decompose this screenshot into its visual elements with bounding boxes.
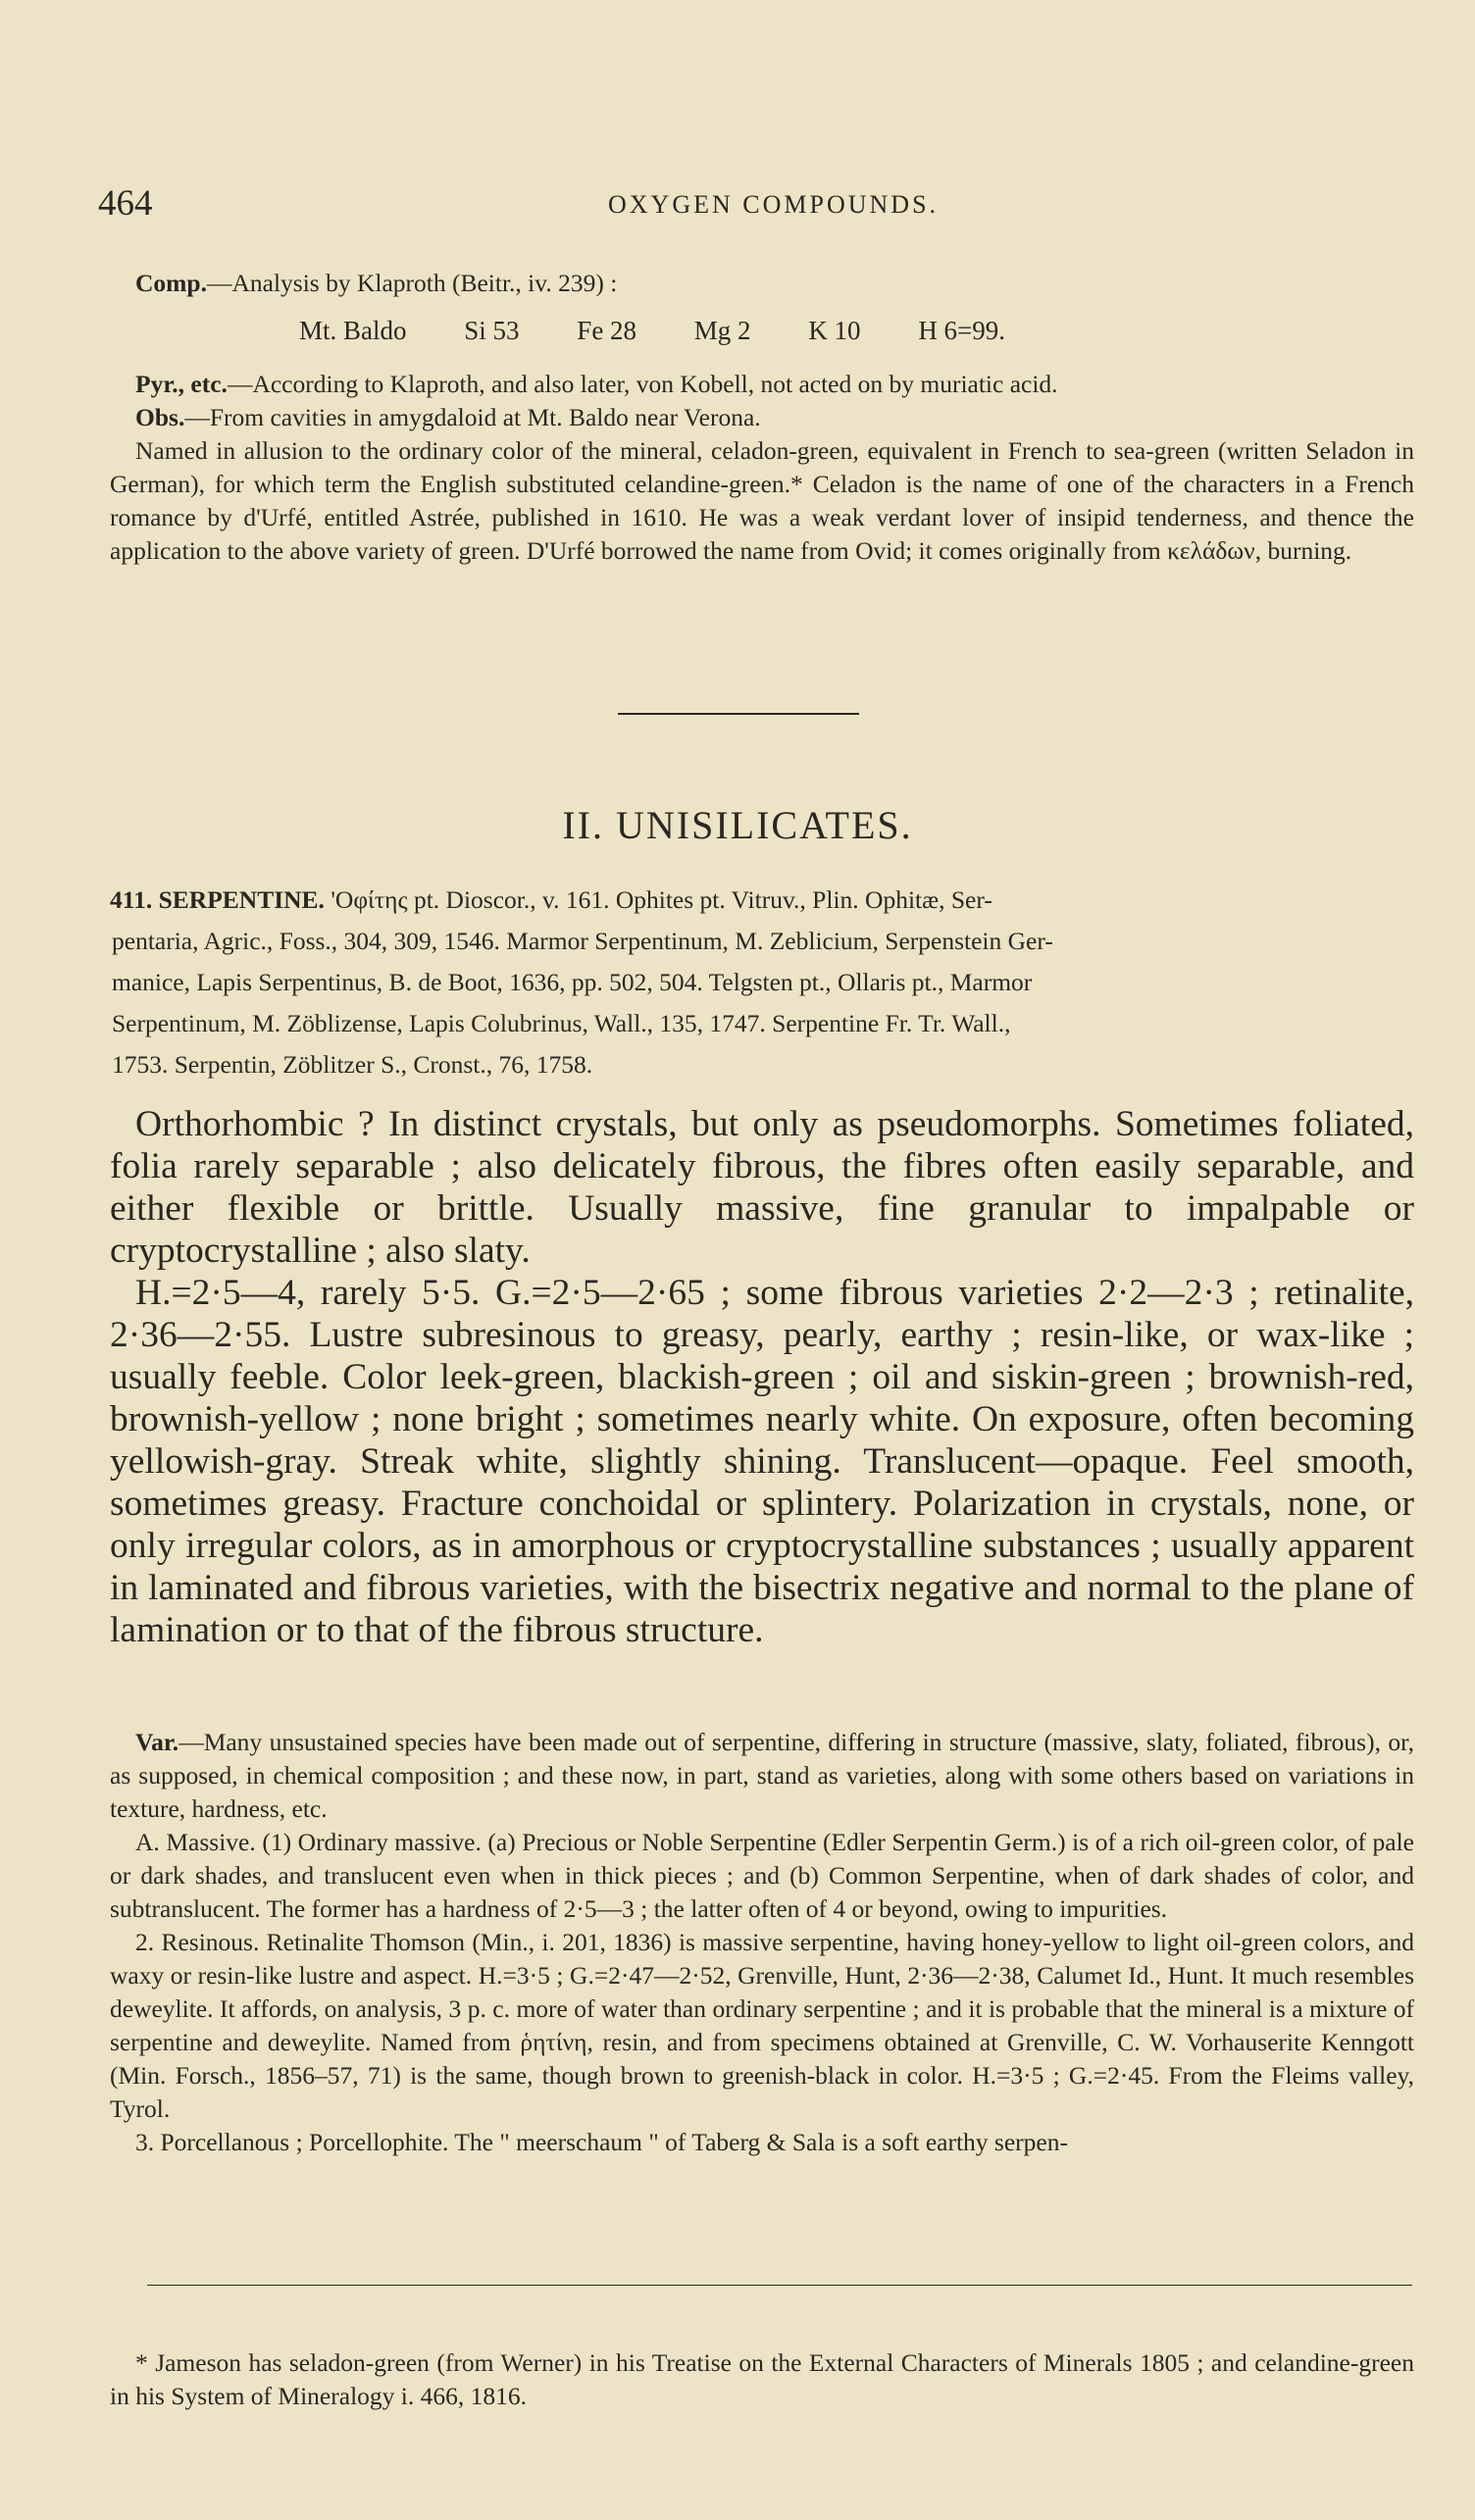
description-paragraph-1: Orthorhombic ? In distinct crystals, but only as pseudomorphs. Sometimes foliated, folia rarely separable ; also delicately fibrous, the fibres often easily separable, and either flexible or brittle. Usually massive, fine granular to impalpable or cryptocrystalline ; also slaty. [110, 1104, 1414, 1271]
section-divider [618, 713, 859, 715]
section-heading: II. UNISILICATES. [562, 803, 913, 847]
serpentine-synonymy [110, 880, 1414, 1085]
obs-label: Obs. [135, 403, 185, 431]
variety-a-massive: A. Massive. (1) Ordinary massive. (a) Precious or Noble Serpentine (Edler Serpentin Germ.) is of a rich oil-green color, of pale or dark shades, and translucent even when in thick pieces ; and (b) Common Serpentine, when of dark shades of color, and subtranslucent. The former has a hardness of 2·5—3 ; the latter often of 4 or beyond, owing to impurities. [110, 1828, 1414, 1923]
formula-mg: Mg 2 [693, 316, 751, 345]
synonymy-line-4: Serpentinum, M. Zöblizense, Lapis Colubrinus, Wall., 135, 1747. Serpentine Fr. Tr. Wall., [112, 1009, 1011, 1037]
formula-k: K 10 [808, 316, 861, 345]
running-head [98, 182, 1412, 226]
previous-entry-notes [110, 368, 1414, 568]
footnote [110, 2321, 1414, 2438]
synonymy-line-1: 411. SERPENTINE. 'Οφίτης pt. Dioscor., v. 161. Ophites pt. Vitruv., Plin. Ophitæ, Ser- [110, 885, 992, 914]
comp-line [110, 267, 1414, 300]
footnote-text: * Jameson has seladon-green (from Werner) in his Treatise on the External Characters of Minerals 1805 ; and celandine-green in his System of Mineralogy i. 466, 1816. [110, 2347, 1414, 2410]
var-label: Var. [135, 1728, 179, 1756]
running-title: OXYGEN COMPOUNDS. [608, 190, 940, 219]
synonymy-line-3: manice, Lapis Serpentinus, B. de Boot, 1636, pp. 502, 504. Telgsten pt., Ollaris pt., Marmor [112, 968, 1033, 996]
footnote-rule [147, 2285, 1412, 2286]
pyr-text: —According to Klaproth, and also later, von Kobell, not acted on by muriatic acid. [227, 370, 1058, 398]
description-paragraph-2: H.=2·5—4, rarely 5·5. G.=2·5—2·65 ; some fibrous varieties 2·2—2·3 ; retinalite, 2·36—2·55. Lustre subresinous to greasy, pearly, earthy ; resin-like, or wax-like ; usually feeble. Color leek-green, blackish-green ; oil and siskin-green ; brownish-red, brownish-yellow ; none bright ; sometimes nearly white. On exposure, often becoming yellowish-gray. Streak white, slightly shining. Translucent—opaque. Feel smooth, sometimes greasy. Fracture conchoidal or splintery. Polarization in crystals, none, or only irregular colors, as in amorphous or cryptocrystalline substances ; usually apparent in laminated and fibrous varieties, with the bisectrix negative and normal to the plane of lamination or to that of the fibrous structure. [110, 1273, 1414, 1650]
named-paragraph: Named in allusion to the ordinary color of the mineral, celadon-green, equivalent in French to sea-green (written Seladon in German), for which term the English substituted celandine-green.* Celadon is the name of one of the characters in a French romance by d'Urfé, entitled Astrée, published in 1610. He was a weak verdant lover of insipid tenderness, and thence the application to the above variety of green. D'Urfé borrowed the name from Ovid; it comes originally from κελάδων, burning. [110, 436, 1414, 565]
pyr-label: Pyr., etc. [135, 370, 228, 398]
obs-text: —From cavities in amygdaloid at Mt. Baldo near Verona. [184, 403, 761, 431]
varieties-section [110, 1726, 1414, 2159]
variety-3-porcellanous: 3. Porcellanous ; Porcellophite. The " meerschaum " of Taberg & Sala is a soft earthy serpen- [135, 2128, 1068, 2156]
comp-text: —Analysis by Klaproth (Beitr., iv. 239) : [206, 269, 618, 297]
synonymy-line-2: pentaria, Agric., Foss., 304, 309, 1546. Marmor Serpentinum, M. Zeblicium, Serpenstein Ger- [112, 927, 1053, 955]
variety-2-resinous: 2. Resinous. Retinalite Thomson (Min., i. 201, 1836) is massive serpentine, having honey-yellow to light oil-green colors, and waxy or resin-like lustre and aspect. H.=3·5 ; G.=2·47—2·52, Grenville, Hunt, 2·36—2·38, Calumet Id., Hunt. It much resembles deweylite. It affords, on analysis, 3 p. c. more of water than ordinary serpentine ; and it is probable that the mineral is a mixture of serpentine and deweylite. Named from ῥητίνη, resin, and from specimens obtained at Grenville, C. W. Vorhauserite Kenngott (Min. Forsch., 1856–57, 71) is the same, though brown to greenish-black in color. H.=3·5 ; G.=2·45. From the Fleims valley, Tyrol. [110, 1928, 1414, 2123]
formula-si: Si 53 [464, 316, 520, 345]
formula-h: H 6=99. [918, 316, 1006, 345]
page-number: 464 [98, 183, 153, 224]
entry-title: 411. SERPENTINE. [110, 885, 325, 914]
formula-locality: Mt. Baldo [299, 316, 407, 345]
analysis-formula [299, 316, 1280, 346]
comp-label: Comp. [135, 269, 207, 297]
var-text: —Many unsustained species have been made out of serpentine, differing in structure (massive, slaty, foliated, fibrous), or, as supposed, in chemical composition ; and these now, in part, stand as varieties, along with some others based on variations in texture, hardness, etc. [110, 1728, 1414, 1823]
serpentine-description [110, 1103, 1414, 1651]
formula-fe: Fe 28 [577, 316, 637, 345]
synonymy-line-5: 1753. Serpentin, Zöblitzer S., Cronst., 76, 1758. [112, 1050, 593, 1079]
